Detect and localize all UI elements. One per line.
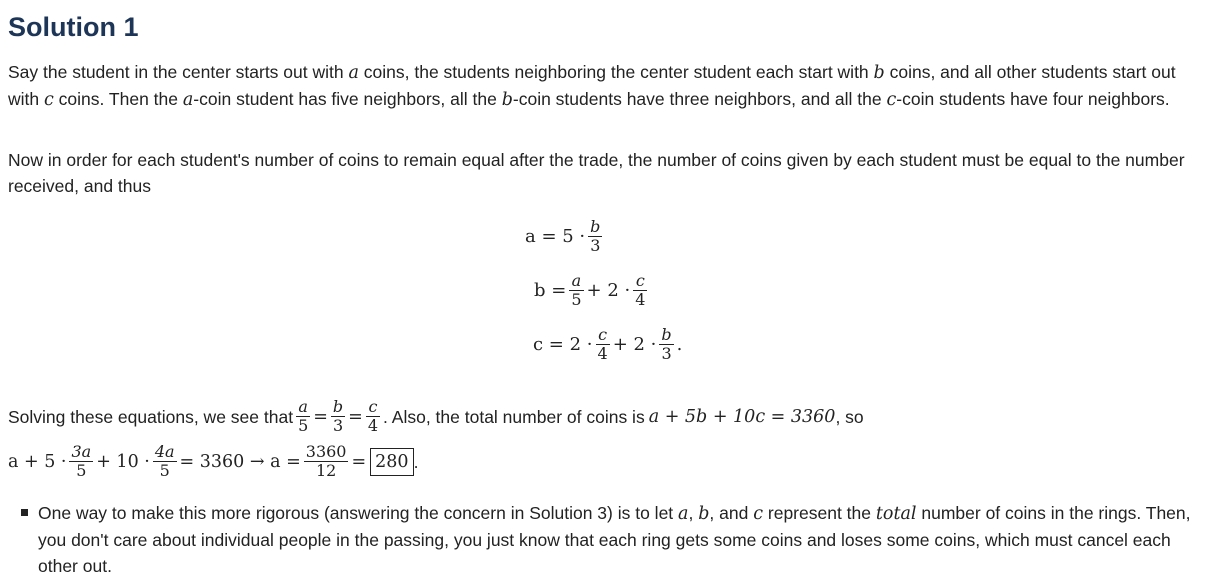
- text: coins. Then the: [53, 89, 183, 109]
- text: , so: [835, 406, 864, 427]
- denominator: 3: [590, 236, 601, 255]
- comp-lhs: a + 5 ·: [8, 451, 67, 472]
- fraction: [69, 443, 93, 480]
- equation-3: [533, 326, 682, 363]
- fraction: [296, 398, 310, 435]
- denominator: 4: [635, 290, 646, 309]
- numerator: 4a: [154, 442, 175, 461]
- numerator: 3a: [71, 442, 92, 461]
- text: coins, the students neighboring the center student each start with: [358, 62, 874, 82]
- solution-heading: Solution 1: [8, 12, 139, 42]
- denominator: 3: [661, 344, 672, 363]
- var-c: c: [43, 90, 54, 110]
- numerator: a: [298, 397, 308, 416]
- comp-mid: + 10 ·: [96, 451, 150, 472]
- numerator: b: [661, 325, 672, 344]
- text: coins, and all other students start out with: [8, 62, 1176, 109]
- numerator: c: [635, 271, 645, 290]
- fraction: [153, 443, 177, 480]
- text: number of coins in the rings. Then, you don't care about individual people in the passing, you just know that each ring gets some coins and loses some coins, which must cancel each other out.: [38, 503, 1191, 576]
- var-a: a: [348, 63, 359, 83]
- var-b: b: [501, 90, 513, 110]
- text: -coin student has five neighbors, all the: [193, 89, 502, 109]
- var-b: b: [873, 63, 885, 83]
- equals: =: [348, 406, 363, 427]
- denominator: 5: [76, 461, 87, 480]
- bullet-icon: [21, 509, 28, 516]
- eq3-end: .: [676, 334, 683, 355]
- comp-mid2: = 3360 → a =: [179, 451, 301, 472]
- equals: =: [313, 406, 328, 427]
- eq2-lhs: b =: [534, 280, 567, 301]
- denominator: 5: [298, 416, 309, 435]
- fraction: [331, 398, 345, 435]
- paragraph-computation: [8, 443, 1204, 480]
- numerator: 3360: [305, 442, 347, 461]
- denominator: 3: [332, 416, 344, 435]
- eq3-mid: + 2 ·: [612, 334, 657, 355]
- denominator: 4: [597, 344, 608, 363]
- text: One way to make this more rigorous (answering the concern in Solution 3) is to let: [38, 503, 679, 523]
- numerator: a: [571, 271, 582, 290]
- denominator: 5: [159, 461, 170, 480]
- var-c: c: [753, 504, 764, 524]
- eq1-lhs: a = 5 ·: [525, 226, 586, 247]
- boxed-answer: 280: [370, 448, 413, 476]
- text: represent the: [763, 503, 876, 523]
- paragraph-condition: Now in order for each student's number of coins to remain equal after the trade, the number of coins given by each student must be equal to the number received, and thus: [8, 150, 1185, 196]
- text: ,: [688, 503, 699, 523]
- fraction: [659, 326, 673, 363]
- numerator: b: [332, 397, 344, 416]
- var-a: a: [678, 504, 689, 524]
- var-b: b: [698, 504, 710, 524]
- numerator: c: [368, 397, 378, 416]
- denominator: 4: [367, 416, 379, 435]
- emphasis-total: total: [875, 504, 917, 524]
- fraction: [304, 443, 349, 480]
- eq2-mid: + 2 ·: [586, 280, 631, 301]
- text: Say the student in the center starts out with: [8, 62, 349, 82]
- text: -coin students have three neighbors, and all the: [512, 89, 887, 109]
- var-c: c: [886, 90, 897, 110]
- text: , and: [709, 503, 754, 523]
- fraction: [596, 326, 610, 363]
- period: .: [413, 451, 419, 472]
- equation-2: [534, 272, 650, 309]
- eq3-lhs: c = 2 ·: [533, 334, 593, 355]
- text: . Also, the total number of coins is: [383, 406, 645, 427]
- fraction: [569, 272, 583, 309]
- equation-1: [525, 218, 605, 255]
- fraction: [588, 218, 602, 255]
- paragraph-solving: [8, 398, 1204, 435]
- fraction: [366, 398, 380, 435]
- total-expression: a + 5b + 10c = 3360: [648, 406, 836, 427]
- text: -coin students have four neighbors.: [896, 89, 1170, 109]
- denominator: 12: [315, 461, 337, 480]
- equals: =: [351, 451, 367, 472]
- note-list: [8, 500, 1204, 579]
- numerator: b: [590, 217, 601, 236]
- equation-system: [8, 218, 1204, 378]
- list-item: [8, 500, 1204, 579]
- fraction: [633, 272, 647, 309]
- denominator: 5: [571, 290, 582, 309]
- numerator: c: [598, 325, 608, 344]
- paragraph-setup: [8, 59, 1204, 113]
- var-a: a: [182, 90, 194, 110]
- text: Solving these equations, we see that: [8, 406, 294, 427]
